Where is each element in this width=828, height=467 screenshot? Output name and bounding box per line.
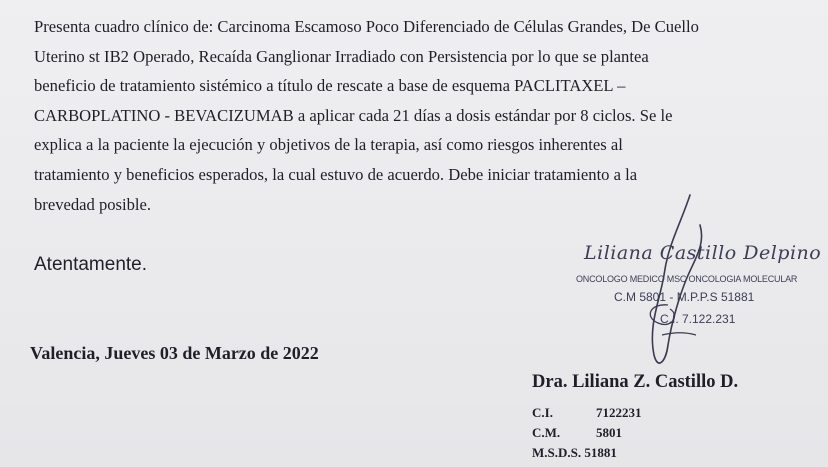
date-line: Valencia, Jueves 03 de Marzo de 2022 [30, 343, 319, 363]
credential-ci [532, 405, 642, 421]
body-line: explica a la paciente la ejecución y objetivos de la terapia, así como riesgos inherentes al [34, 135, 623, 155]
stamp-name: Liliana Castillo Delpino [584, 242, 822, 264]
credential-msds [532, 445, 617, 461]
stamp-ci: C.I. 7.122.231 [660, 312, 736, 326]
body-line: beneficio de tratamiento sistémico a título de rescate a base de esquema PACLITAXEL – [34, 76, 626, 96]
credential-value: 7122231 [596, 405, 642, 420]
credential-value: 51881 [584, 445, 617, 460]
body-line: Uterino st IB2 Operado, Recaída Ganglionar Irradiado con Persistencia por lo que se plantea [34, 46, 649, 66]
body-line: brevedad posible. [34, 194, 152, 214]
handwritten-signature [610, 185, 720, 385]
doctor-name: Dra. Liliana Z. Castillo D. [532, 372, 739, 392]
credential-value: 5801 [596, 425, 622, 440]
credential-label: M.S.D.S. [532, 445, 582, 460]
body-line: tratamiento y beneficios esperados, la cual estuvo de acuerdo. Debe iniciar tratamiento a la [34, 164, 638, 184]
body-line: CARBOPLATINO - BEVACIZUMAB a aplicar cada 21 días a dosis estándar por 8 ciclos. Se le [34, 105, 673, 125]
stamp-registry: C.M 5801 - M.P.P.S 51881 [614, 290, 755, 304]
closing-text: Atentamente. [34, 254, 148, 275]
credential-label: C.M. [532, 425, 561, 440]
body-line: Presenta cuadro clínico de: Carcinoma Escamoso Poco Diferenciado de Células Grandes, De Cuello [34, 17, 699, 36]
stamp-specialty: ONCOLOGO MEDICO MSC ONCOLOGIA MOLECULAR [576, 274, 798, 284]
credential-label: C.I. [532, 405, 553, 420]
credential-cm [532, 425, 622, 441]
